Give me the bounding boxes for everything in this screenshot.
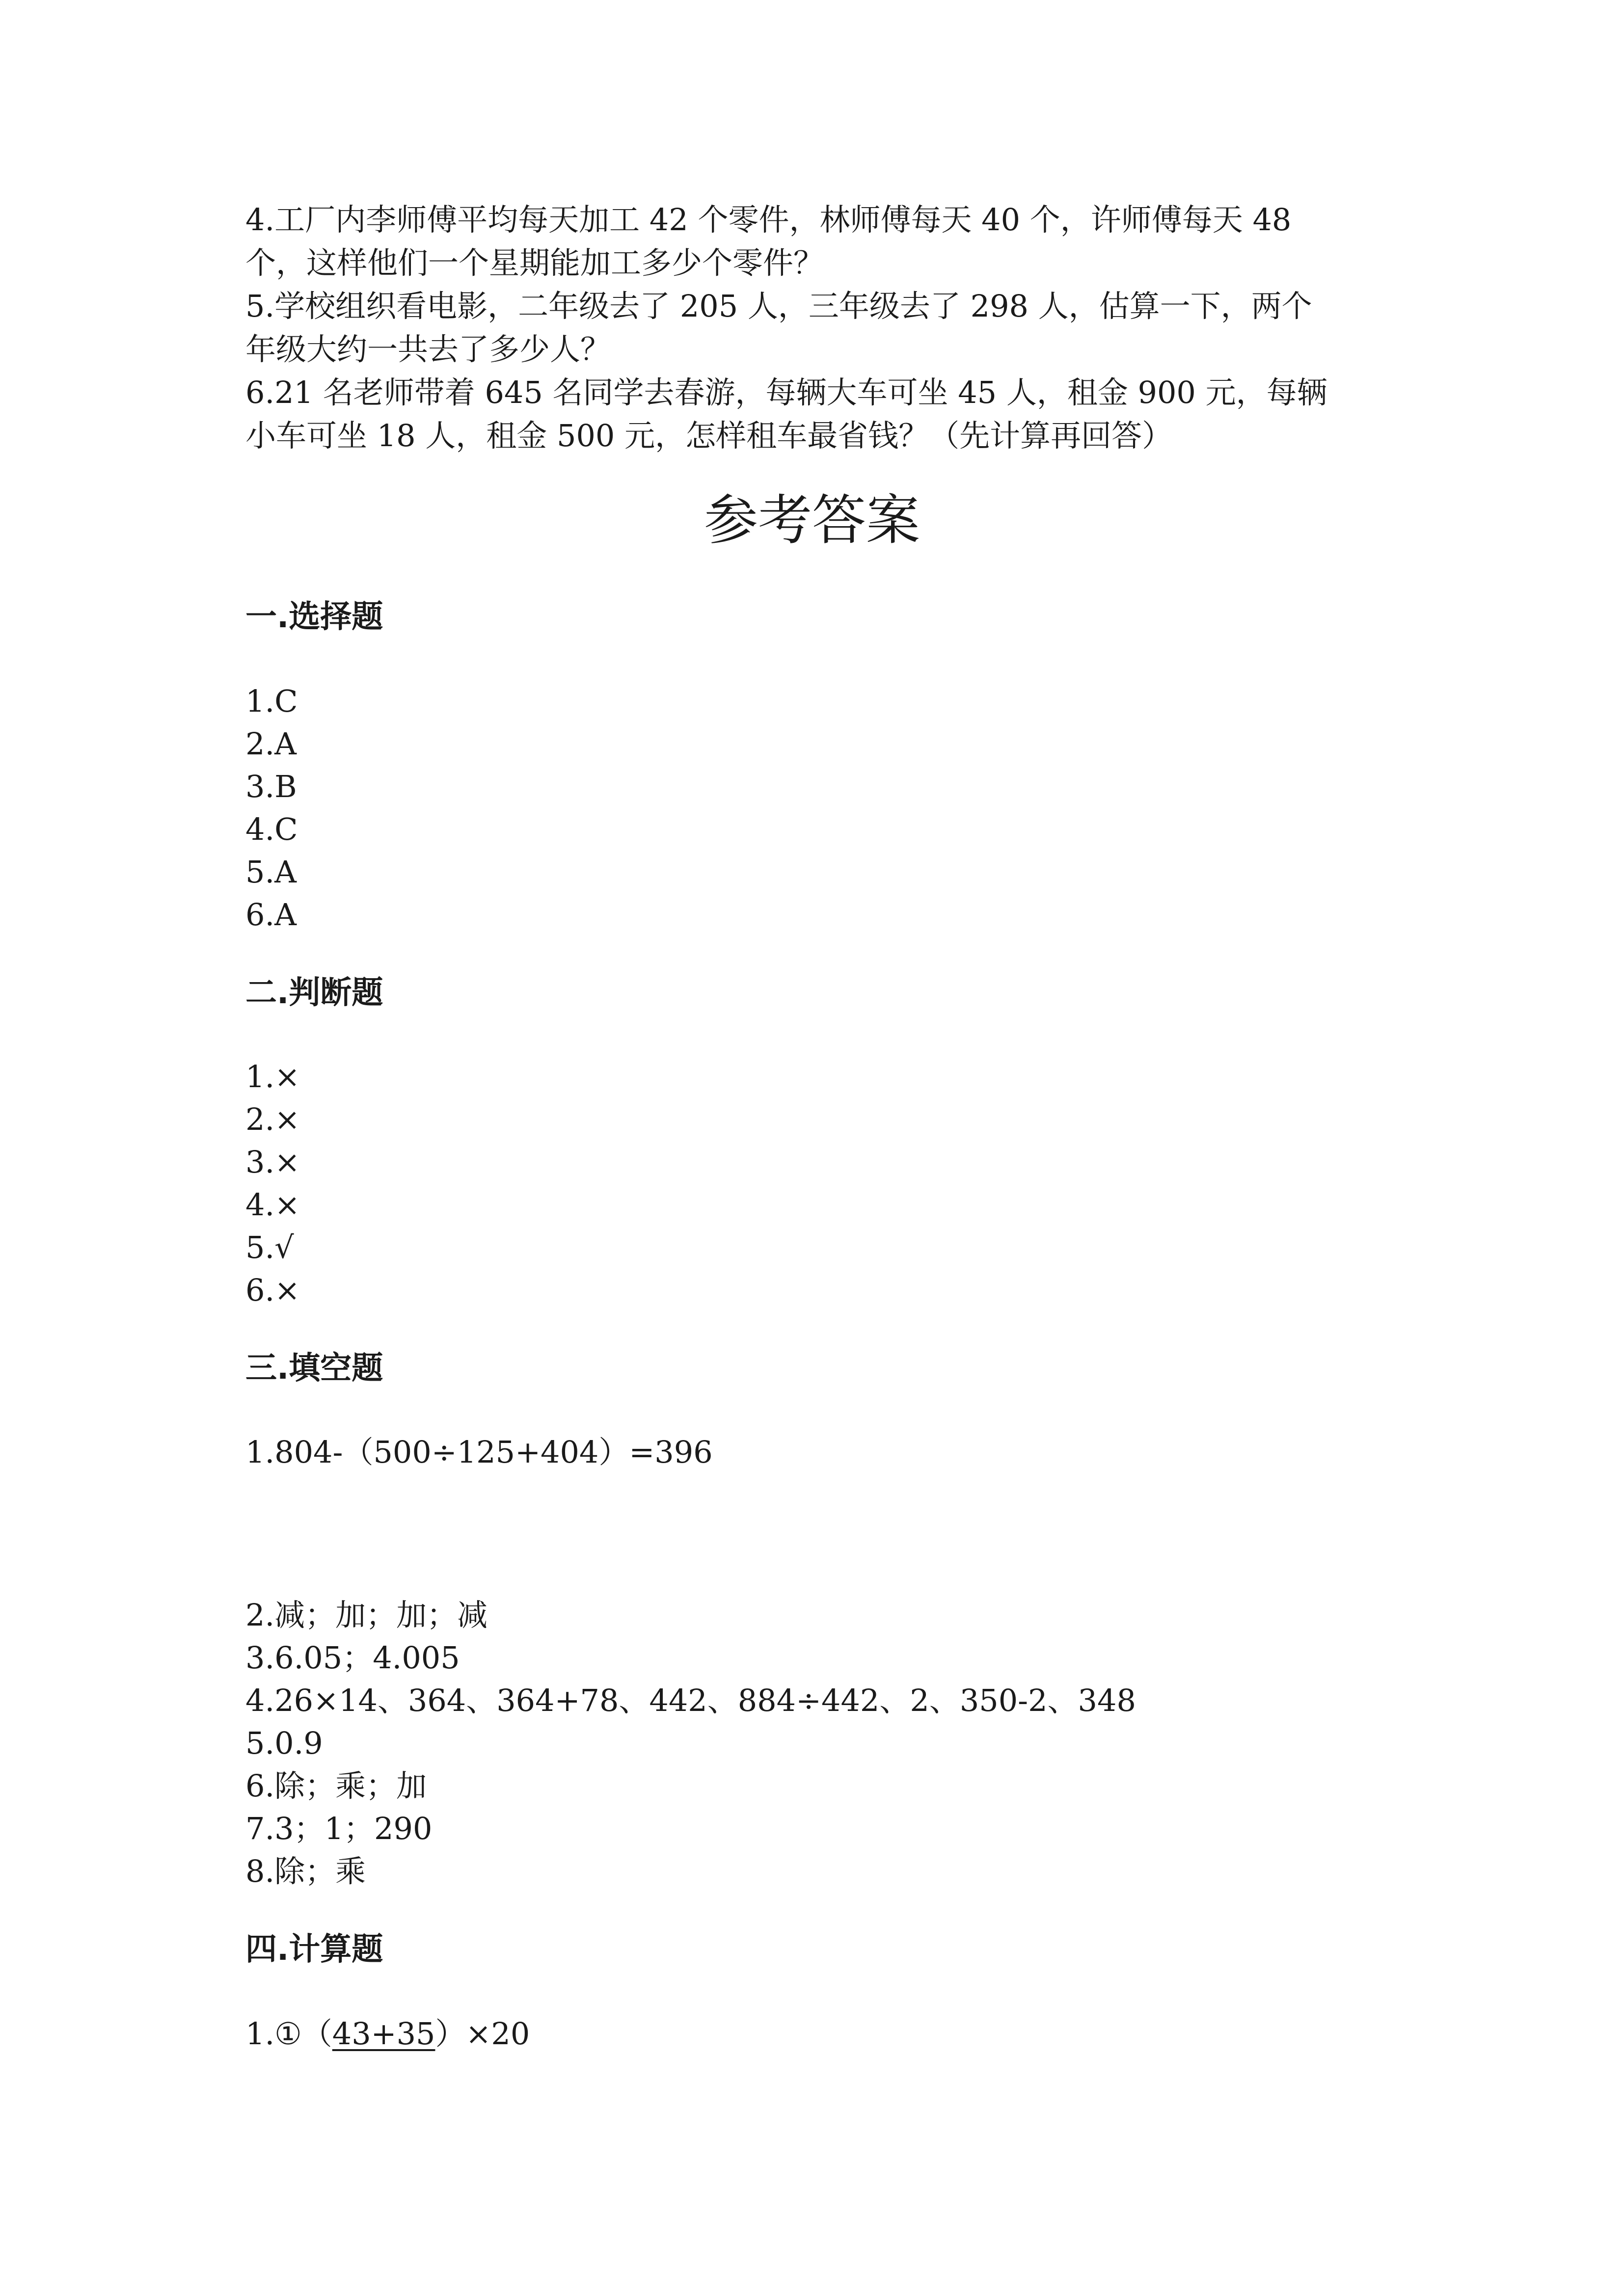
fill-answer-6: 6.除；乘；加 xyxy=(245,1768,427,1804)
question-6-line-1: 6.21 名老师带着 645 名同学去春游，每辆大车可坐 45 人，租金 900 元，每辆 xyxy=(245,374,1327,410)
section-heading-choice: 一.选择题 xyxy=(245,599,383,635)
calc-answer-1-prefix: 1.①（ xyxy=(245,2016,332,2052)
question-4-line-1: 4.工厂内李师傅平均每天加工 42 个零件，林师傅每天 40 个，许师傅每天 48 xyxy=(245,202,1292,238)
question-4-line-2: 个，这样他们一个星期能加工多少个零件？ xyxy=(245,245,824,281)
calc-answer-1 xyxy=(245,2012,530,2056)
judge-answer-6: 6.× xyxy=(245,1272,300,1308)
section-heading-calc: 四.计算题 xyxy=(245,1931,383,1968)
fill-answer-1: 1.804-（500÷125+404）=396 xyxy=(245,1434,713,1470)
fill-answer-2: 2.减；加；加；减 xyxy=(245,1597,488,1633)
fill-answer-5: 5.0.9 xyxy=(245,1725,323,1761)
fill-answer-7: 7.3；1；290 xyxy=(245,1811,433,1846)
choice-answer-4: 4.C xyxy=(245,811,298,847)
section-heading-fill: 三.填空题 xyxy=(245,1350,383,1387)
question-6-line-2: 小车可坐 18 人，租金 500 元，怎样租车最省钱？（先计算再回答） xyxy=(245,418,1173,454)
choice-answer-3: 3.B xyxy=(245,769,297,804)
choice-answer-6: 6.A xyxy=(245,897,297,933)
choice-answer-1: 1.C xyxy=(245,683,298,719)
judge-answer-2: 2.× xyxy=(245,1101,300,1137)
question-5-line-1: 5.学校组织看电影，二年级去了 205 人，三年级去了 298 人，估算一下，两个 xyxy=(245,288,1312,324)
judge-answer-1: 1.× xyxy=(245,1059,300,1095)
fill-answer-4: 4.26×14、364、364+78、442、884÷442、2、350-2、348 xyxy=(245,1682,1136,1718)
question-5-line-2: 年级大约一共去了多少人？ xyxy=(245,331,611,367)
answers-title: 参考答案 xyxy=(704,489,920,552)
judge-answer-5: 5.√ xyxy=(245,1229,294,1265)
judge-answer-4: 4.× xyxy=(245,1187,300,1223)
choice-answer-5: 5.A xyxy=(245,854,297,890)
section-heading-judge: 二.判断题 xyxy=(245,975,383,1011)
fill-answer-3: 3.6.05；4.005 xyxy=(245,1640,460,1676)
fill-answer-8: 8.除；乘 xyxy=(245,1853,366,1889)
calc-answer-1-underlined: 43+35 xyxy=(332,2016,435,2052)
choice-answer-2: 2.A xyxy=(245,726,297,762)
judge-answer-3: 3.× xyxy=(245,1144,300,1180)
calc-answer-1-suffix: ）×20 xyxy=(435,2016,530,2052)
